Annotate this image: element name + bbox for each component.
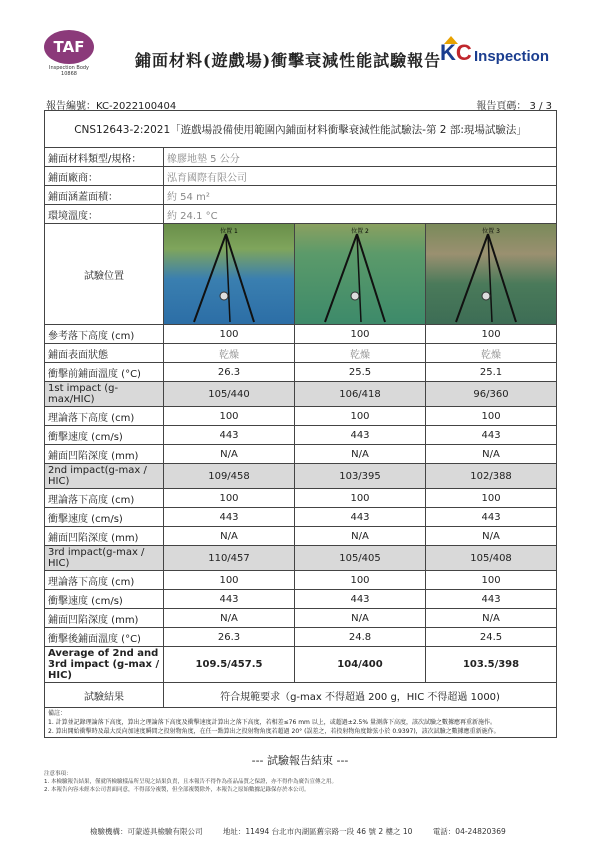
row-value: 乾燥 xyxy=(164,344,295,363)
row-value: 100 xyxy=(295,407,426,426)
kc-inspection-logo xyxy=(440,36,560,72)
taf-logo xyxy=(44,30,94,76)
row-label: 參考落下高度 (cm) xyxy=(45,325,164,344)
row-value: 100 xyxy=(164,489,295,508)
row-value: 乾燥 xyxy=(426,344,557,363)
row-value: 105/405 xyxy=(295,546,426,571)
result-row xyxy=(45,508,557,527)
row-value: N/A xyxy=(426,527,557,546)
row-value: 443 xyxy=(426,590,557,609)
kc-mark xyxy=(440,40,472,66)
row-value: 100 xyxy=(426,325,557,344)
test-position-photo xyxy=(164,224,294,324)
remark-item: 2. 算出開始衝擊時及最大反向加速度瞬間之投射物角度，在任一點算出之投射物角度若超過 20° (誤差之，若投射物角度餘弦小於 0.9397)，該次試驗之數據應重新施作。 xyxy=(48,728,500,735)
row-label: 衝擊速度 (cm/s) xyxy=(45,508,164,527)
row-value: 100 xyxy=(164,325,295,344)
row-value: 443 xyxy=(426,426,557,445)
info-label: 鋪面涵蓋面積： xyxy=(45,186,164,205)
standard-title: CNS12643-2:2021「遊戲場設備使用範圍內鋪面材料衝擊衰減性能試驗法-第 2 部:現場試驗法」 xyxy=(45,111,557,148)
photo-caption: 位置 3 xyxy=(482,228,500,235)
row-label: 衝擊速度 (cm/s) xyxy=(45,590,164,609)
row-value: 26.3 xyxy=(164,363,295,382)
row-value: 443 xyxy=(295,590,426,609)
result-summary-row xyxy=(45,683,557,708)
info-value: 泓育國際有限公司 xyxy=(164,167,557,186)
taf-badge: TAF xyxy=(44,30,94,64)
kc-letter-c: C xyxy=(455,40,472,65)
row-value: 443 xyxy=(295,426,426,445)
row-value: 96/360 xyxy=(426,382,557,407)
row-label: 理論落下高度 (cm) xyxy=(45,571,164,590)
photo-caption: 位置 1 xyxy=(220,228,238,235)
result-row xyxy=(45,325,557,344)
row-label: 衝擊前鋪面溫度 (°C) xyxy=(45,363,164,382)
row-label: 鋪面凹陷深度 (mm) xyxy=(45,527,164,546)
info-value: 橡膠地墊 5 公分 xyxy=(164,148,557,167)
position-photo-cell xyxy=(295,224,426,325)
result-row xyxy=(45,628,557,647)
row-value: 443 xyxy=(295,508,426,527)
row-label: 2nd impact(g-max / HIC) xyxy=(45,464,164,489)
row-value: 443 xyxy=(164,426,295,445)
row-label: 3rd impact(g-max / HIC) xyxy=(45,546,164,571)
tripod-apparatus-icon xyxy=(164,224,294,324)
photo-row xyxy=(45,224,557,325)
row-value: 105/408 xyxy=(426,546,557,571)
remarks-row xyxy=(45,708,557,738)
row-value: 443 xyxy=(164,508,295,527)
row-value: 25.5 xyxy=(295,363,426,382)
row-value: N/A xyxy=(295,527,426,546)
row-value: 100 xyxy=(426,489,557,508)
report-title: 鋪面材料(遊戲場)衝擊衰減性能試驗報告 xyxy=(135,51,442,70)
position-photo-cell xyxy=(426,224,557,325)
row-value: 109/458 xyxy=(164,464,295,489)
row-value: 103/395 xyxy=(295,464,426,489)
row-value: 24.8 xyxy=(295,628,426,647)
page-number: 報告頁碼： 3 / 3 xyxy=(476,101,552,112)
tripod-apparatus-icon xyxy=(426,224,556,324)
row-value: 100 xyxy=(426,571,557,590)
result-row xyxy=(45,464,557,489)
row-value: 100 xyxy=(295,489,426,508)
remarks-title: 備註： xyxy=(48,710,67,717)
row-value: N/A xyxy=(164,609,295,628)
row-value: N/A xyxy=(295,609,426,628)
average-value: 103.5/398 xyxy=(426,647,557,683)
footer-address-line xyxy=(90,826,524,837)
test-position-photo xyxy=(426,224,556,324)
test-position-photo xyxy=(295,224,425,324)
row-value: N/A xyxy=(295,445,426,464)
row-value: 443 xyxy=(426,508,557,527)
info-label: 鋪面廠商： xyxy=(45,167,164,186)
row-label: 鋪面凹陷深度 (mm) xyxy=(45,445,164,464)
kc-text: Inspection xyxy=(474,48,550,65)
info-row xyxy=(45,205,557,224)
result-label: 試驗結果 xyxy=(45,683,164,708)
average-value: 109.5/457.5 xyxy=(164,647,295,683)
row-value: 443 xyxy=(164,590,295,609)
remark-item: 1. 計算並記錄理論落下高度，算出之理論落下高度及衝擊速度計算出之落下高度，若相差≤76 mm 以上，或超過±2.5% 量測落下高度，該次試驗之數據應再重新施作。 xyxy=(48,719,496,726)
row-value: 110/457 xyxy=(164,546,295,571)
average-row xyxy=(45,647,557,683)
remarks-cell xyxy=(45,708,557,738)
end-of-report: --- 試驗報告結束 --- xyxy=(251,754,349,767)
taf-subtitle: Inspection Body 10868 xyxy=(48,65,90,77)
result-row xyxy=(45,609,557,628)
result-row xyxy=(45,382,557,407)
row-value: 26.3 xyxy=(164,628,295,647)
info-row xyxy=(45,148,557,167)
row-value: 100 xyxy=(295,325,426,344)
row-value: 100 xyxy=(164,407,295,426)
result-row xyxy=(45,445,557,464)
company-name: 檢驗機構：可蒙遊具檢驗有限公司 xyxy=(90,827,203,836)
row-value: N/A xyxy=(426,609,557,628)
row-value: 100 xyxy=(295,571,426,590)
result-row xyxy=(45,426,557,445)
note-2: 2. 本報告內容未經本公司書面同意，不得部分複製，但全部複製除外，本報告之原始數據記錄保存於本公司。 xyxy=(44,787,310,793)
average-label: Average of 2nd and 3rd impact (g-max / HIC) xyxy=(45,647,164,683)
row-value: 24.5 xyxy=(426,628,557,647)
info-value: 約 24.1 °C xyxy=(164,205,557,224)
result-value: 符合規範要求（g-max 不得超過 200 g，HIC 不得超過 1000) xyxy=(164,683,557,708)
row-value: 102/388 xyxy=(426,464,557,489)
note-1: 1. 本檢驗報告結果，僅就所檢驗樣品所呈現之結果負責，且本報告不得作為產品品質之保證，亦不得作為廣告宣傳之用。 xyxy=(44,779,337,785)
position-photo-cell xyxy=(164,224,295,325)
row-label: 理論落下高度 (cm) xyxy=(45,407,164,426)
row-label: 理論落下高度 (cm) xyxy=(45,489,164,508)
result-row xyxy=(45,546,557,571)
row-label: 鋪面表面狀態 xyxy=(45,344,164,363)
row-value: 106/418 xyxy=(295,382,426,407)
row-value: 100 xyxy=(426,407,557,426)
row-value: 100 xyxy=(164,571,295,590)
info-row xyxy=(45,186,557,205)
row-label: 衝擊後鋪面溫度 (°C) xyxy=(45,628,164,647)
row-value: N/A xyxy=(426,445,557,464)
row-value: 25.1 xyxy=(426,363,557,382)
photo-caption: 位置 2 xyxy=(351,228,369,235)
row-value: N/A xyxy=(164,445,295,464)
row-label: 衝擊速度 (cm/s) xyxy=(45,426,164,445)
info-label: 鋪面材料類型/規格： xyxy=(45,148,164,167)
result-row xyxy=(45,363,557,382)
row-value: N/A xyxy=(164,527,295,546)
report-number: 報告編號：KC-2022100404 xyxy=(46,101,177,112)
test-table xyxy=(44,110,557,738)
footer-notes xyxy=(44,770,556,794)
position-label: 試驗位置 xyxy=(45,224,164,325)
result-row xyxy=(45,571,557,590)
info-row xyxy=(45,167,557,186)
result-row xyxy=(45,527,557,546)
kc-letter-k: K xyxy=(440,40,456,65)
company-phone: 電話：04-24820369 xyxy=(432,827,506,836)
result-row xyxy=(45,407,557,426)
average-value: 104/400 xyxy=(295,647,426,683)
result-row xyxy=(45,489,557,508)
tripod-apparatus-icon xyxy=(295,224,425,324)
row-label: 1st impact (g-max/HIC) xyxy=(45,382,164,407)
row-label: 鋪面凹陷深度 (mm) xyxy=(45,609,164,628)
info-label: 環境溫度： xyxy=(45,205,164,224)
info-value: 約 54 m² xyxy=(164,186,557,205)
result-row xyxy=(45,344,557,363)
row-value: 乾燥 xyxy=(295,344,426,363)
notes-title: 注意事項： xyxy=(44,771,72,777)
row-value: 105/440 xyxy=(164,382,295,407)
result-row xyxy=(45,590,557,609)
company-address: 地址：11494 台北市內湖區舊宗路一段 46 號 2 樓之 10 xyxy=(222,827,413,836)
